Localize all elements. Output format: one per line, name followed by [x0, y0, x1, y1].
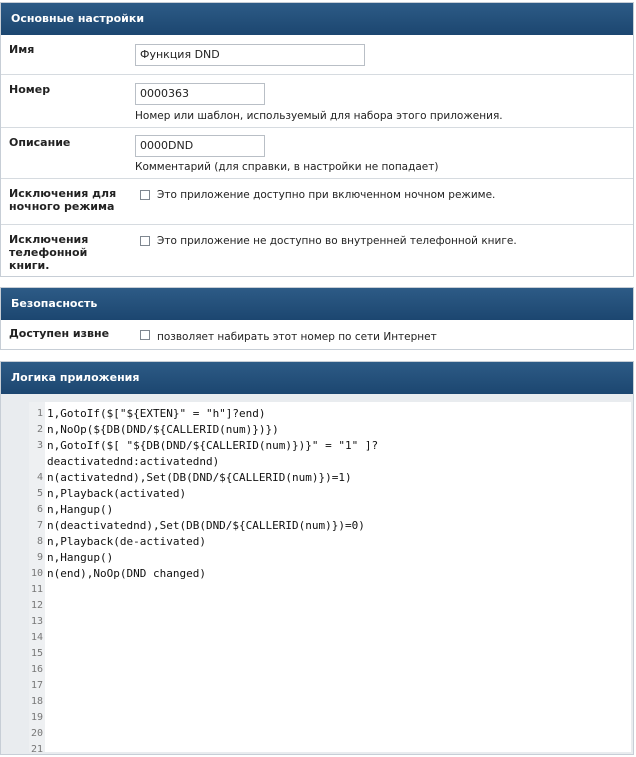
number-input[interactable]: 0000363	[135, 83, 265, 105]
code-lines	[29, 402, 631, 752]
code-line	[29, 598, 631, 614]
night-exception-text: Это приложение доступно при включенном ночном режиме.	[157, 189, 496, 201]
app-logic-header: Логика приложения	[1, 362, 633, 394]
night-exception-checkbox[interactable]	[140, 190, 150, 200]
line-number: 5	[36, 488, 43, 499]
phonebook-exception-label: Исключения телефонной книги.	[9, 233, 89, 272]
code-line	[29, 422, 631, 438]
code-line	[29, 582, 631, 598]
code-line	[29, 550, 631, 566]
code-line	[29, 502, 631, 518]
line-text: n(activatednd),Set(DB(DND/${CALLERID(num)})=1)	[47, 471, 352, 484]
code-line	[29, 534, 631, 550]
code-line	[29, 710, 631, 726]
name-row	[1, 35, 633, 75]
line-text: n,GotoIf($[ "${DB(DND/${CALLERID(num)})}" = "1" ]?	[47, 439, 379, 452]
line-number: 3	[36, 440, 43, 451]
code-line	[29, 630, 631, 646]
night-exception-row	[1, 179, 633, 225]
security-panel	[0, 287, 634, 350]
external-access-row	[1, 320, 633, 349]
description-input[interactable]: 0000DND	[135, 135, 265, 157]
line-number: 4	[36, 472, 43, 483]
number-label: Номер	[9, 83, 51, 96]
line-number: 15	[30, 648, 43, 659]
phonebook-exception-text: Это приложение не доступно во внутренней телефонной книге.	[157, 235, 517, 247]
basic-settings-panel	[0, 2, 634, 277]
security-header: Безопасность	[1, 288, 633, 320]
line-number: 18	[30, 696, 43, 707]
name-label: Имя	[9, 43, 35, 56]
line-number: 21	[30, 744, 43, 752]
line-number: 12	[30, 600, 43, 611]
phonebook-exception-checkbox[interactable]	[140, 236, 150, 246]
line-number: 8	[36, 536, 43, 547]
basic-settings-header: Основные настройки	[1, 3, 633, 35]
line-text: n,Playback(activated)	[47, 487, 187, 500]
line-number: 7	[36, 520, 43, 531]
line-number: 14	[30, 632, 43, 643]
line-text: n,Playback(de-activated)	[47, 535, 206, 548]
description-row	[1, 128, 633, 179]
code-line	[29, 646, 631, 662]
code-line	[29, 694, 631, 710]
code-line	[29, 566, 631, 582]
code-line	[29, 614, 631, 630]
line-text: n,Hangup()	[47, 503, 114, 516]
name-input[interactable]: Функция DND	[135, 44, 365, 66]
line-number: 2	[36, 424, 43, 435]
line-text: n,NoOp(${DB(DND/${CALLERID(num)})})	[47, 423, 279, 436]
line-text: 1,GotoIf($["${EXTEN}" = "h"]?end)	[47, 407, 266, 420]
external-access-checkbox[interactable]	[140, 330, 150, 340]
code-line	[29, 486, 631, 502]
code-line	[29, 518, 631, 534]
description-hint: Комментарий (для справки, в настройки не попадает)	[135, 161, 439, 173]
app-logic-panel	[0, 361, 634, 755]
line-number: 16	[30, 664, 43, 675]
number-row	[1, 75, 633, 128]
line-number: 13	[30, 616, 43, 627]
code-line	[29, 454, 631, 470]
number-hint: Номер или шаблон, используемый для набора этого приложения.	[135, 110, 503, 122]
line-number: 20	[30, 728, 43, 739]
line-number: 11	[30, 584, 43, 595]
external-access-text: позволяет набирать этот номер по сети Интернет	[157, 331, 437, 343]
code-line	[29, 470, 631, 486]
line-text: n(deactivatednd),Set(DB(DND/${CALLERID(num)})=0)	[47, 519, 365, 532]
dialplan-editor[interactable]	[29, 402, 631, 752]
external-access-label: Доступен извне	[9, 327, 110, 340]
night-exception-label: Исключения для ночного режима	[9, 187, 117, 213]
line-text: n,Hangup()	[47, 551, 114, 564]
line-number: 17	[30, 680, 43, 691]
code-line	[29, 406, 631, 422]
code-line	[29, 742, 631, 752]
line-number: 9	[36, 552, 43, 563]
phonebook-exception-row	[1, 225, 633, 278]
line-number: 10	[30, 568, 43, 579]
code-line	[29, 662, 631, 678]
code-line	[29, 726, 631, 742]
line-number: 1	[36, 408, 43, 419]
line-text: n(end),NoOp(DND changed)	[47, 567, 206, 580]
line-number: 6	[36, 504, 43, 515]
description-label: Описание	[9, 136, 71, 149]
line-text: deactivatednd:activatednd)	[47, 455, 220, 468]
code-line	[29, 678, 631, 694]
line-number: 19	[30, 712, 43, 723]
code-line	[29, 438, 631, 454]
